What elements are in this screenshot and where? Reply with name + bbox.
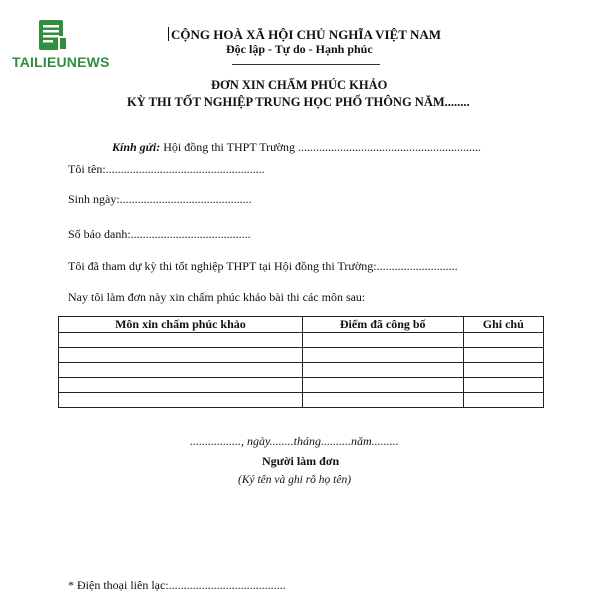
table-row — [59, 393, 544, 408]
signature-instruction: (Ký tên và ghi rõ họ tên) — [238, 474, 352, 486]
national-motto: Độc lập - Tự do - Hạnh phúc — [226, 42, 373, 56]
salutation-label: Kính gửi: — [112, 140, 161, 154]
table-cell — [302, 348, 463, 363]
header-divider — [232, 64, 380, 65]
exam-council-field: Tôi đã tham dự kỳ thi tốt nghiệp THPT tại Hội đồng thi Trường:........................... — [68, 259, 458, 273]
form-subtitle: KỲ THI TỐT NGHIỆP TRUNG HỌC PHỔ THÔNG NĂM........ — [127, 95, 470, 109]
date-line: ................., ngày........tháng..........năm......... — [190, 434, 399, 448]
document-icon — [36, 18, 70, 52]
table-cell — [59, 378, 303, 393]
request-text: Nay tôi làm đơn này xin chấm phúc khảo bài thi các môn sau: — [68, 290, 366, 304]
table-cell — [59, 393, 303, 408]
table-row — [59, 333, 544, 348]
table-header-row — [59, 317, 544, 333]
table-cell — [463, 393, 543, 408]
table-cell — [59, 348, 303, 363]
table-cell — [463, 363, 543, 378]
column-header-subject: Môn xin chấm phúc khảo — [59, 317, 303, 333]
table-cell — [302, 378, 463, 393]
subjects-table — [58, 316, 544, 408]
name-field: Tôi tên:..................................................... — [68, 162, 265, 176]
salutation — [112, 140, 481, 155]
column-header-score: Điểm đã công bố — [302, 317, 463, 333]
phone-field: * Điện thoại liên lạc:....................................... — [68, 578, 286, 592]
national-title — [168, 27, 441, 43]
column-header-note: Ghi chú — [463, 317, 543, 333]
salutation-text: Hội đồng thi THPT Trường ............................................................. — [160, 140, 481, 154]
table-row — [59, 378, 544, 393]
table-cell — [59, 363, 303, 378]
table-row — [59, 363, 544, 378]
form-title: ĐƠN XIN CHẤM PHÚC KHẢO — [211, 78, 388, 92]
site-logo — [12, 18, 110, 74]
table-cell — [463, 348, 543, 363]
table-cell — [463, 378, 543, 393]
logo-text: TAILIEUNEWS — [12, 54, 110, 70]
dob-field: Sinh ngày:............................................ — [68, 192, 252, 206]
text-cursor — [168, 27, 169, 41]
candidate-number-field: Số báo danh:........................................ — [68, 227, 251, 241]
table-cell — [59, 333, 303, 348]
table-cell — [463, 333, 543, 348]
table-cell — [302, 333, 463, 348]
table-cell — [302, 363, 463, 378]
signer-title: Người làm đơn — [262, 454, 340, 468]
table-cell — [302, 393, 463, 408]
national-title-text: CỘNG HOÀ XÃ HỘI CHỦ NGHĨA VIỆT NAM — [171, 27, 442, 42]
table-row — [59, 348, 544, 363]
